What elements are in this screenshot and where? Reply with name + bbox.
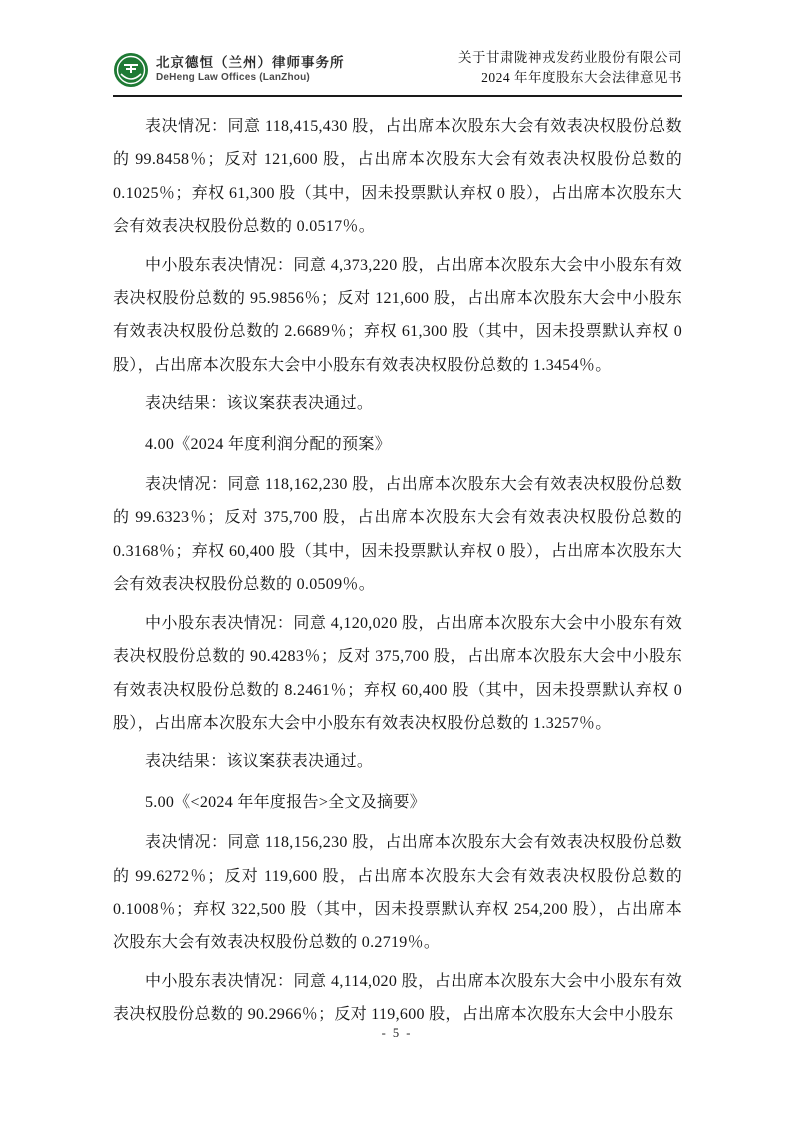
document-body <box>113 110 682 1037</box>
vote-conclusion-paragraph: 表决结果：该议案获表决通过。 <box>145 395 374 413</box>
header-row <box>113 48 682 97</box>
page-header <box>113 48 682 97</box>
document-title-line2: 2024 年年度股东大会法律意见书 <box>481 70 682 85</box>
minority-vote-paragraph: 中小股东表决情况：同意 4,373,220 股，占出席本次股东大会中小股东有效表决权股份总数的 95.9856％；反对 121,600 股，占出席本次股东大会中小股东有效表决权股份总数的 2.6689％；弃权 61,300 股（其中，因未投票默认弃权 0 股），占出席本次股东大会中小股东有效表决权股份总数的 1.3454％。 <box>113 256 682 374</box>
document-title-line1: 关于甘肃陇神戎发药业股份有限公司 <box>458 50 682 65</box>
page-footer <box>0 1026 794 1041</box>
law-firm-name-en: DeHeng Law Offices (LanZhou) <box>156 72 310 84</box>
minority-vote-paragraph: 中小股东表决情况：同意 4,120,020 股，占出席本次股东大会中小股东有效表决权股份总数的 90.4283％；反对 375,700 股，占出席本次股东大会中小股东有效表决权股份总数的 8.2461％；弃权 60,400 股（其中，因未投票默认弃权 0 股），占出席本次股东大会中小股东有效表决权股份总数的 1.3257％。 <box>113 614 682 732</box>
vote-result-paragraph: 表决情况：同意 118,415,430 股，占出席本次股东大会有效表决权股份总数的 99.8458％；反对 121,600 股，占出席本次股东大会有效表决权股份总数的 0.1025％；弃权 61,300 股（其中，因未投票默认弃权 0 股），占出席本次股东大会有效表决权股份总数的 0.0517％。 <box>113 118 682 236</box>
vote-result-paragraph: 表决情况：同意 118,162,230 股，占出席本次股东大会有效表决权股份总数的 99.6323％；反对 375,700 股，占出席本次股东大会有效表决权股份总数的 0.3168％；弃权 60,400 股（其中，因未投票默认弃权 0 股），占出席本次股东大会有效表决权股份总数的 0.0509％。 <box>113 476 682 594</box>
vote-conclusion-paragraph: 表决结果：该议案获表决通过。 <box>145 753 374 771</box>
law-firm-name-cn: 北京德恒（兰州）律师事务所 <box>156 55 345 71</box>
document-title <box>458 48 682 88</box>
deheng-seal-icon <box>113 52 149 88</box>
vote-result-paragraph: 表决情况：同意 118,156,230 股，占出席本次股东大会有效表决权股份总数的 99.6272％；反对 119,600 股，占出席本次股东大会有效表决权股份总数的 0.1008％；弃权 322,500 股（其中，因未投票默认弃权 254,200 股），占出席本次股东大会有效表决权股份总数的 0.2719％。 <box>113 834 682 952</box>
minority-vote-paragraph: 中小股东表决情况：同意 4,114,020 股，占出席本次股东大会中小股东有效表决权股份总数的 90.2966％；反对 119,600 股，占出席本次股东大会中小股东 <box>113 972 682 1024</box>
law-firm-brand <box>113 52 345 88</box>
proposal-heading-5: 5.00《<2024 年年度报告>全文及摘要》 <box>145 793 426 811</box>
page-number: - 5 - <box>381 1026 413 1040</box>
proposal-heading-4: 4.00《2024 年度利润分配的预案》 <box>145 435 392 453</box>
law-firm-names <box>156 55 345 84</box>
